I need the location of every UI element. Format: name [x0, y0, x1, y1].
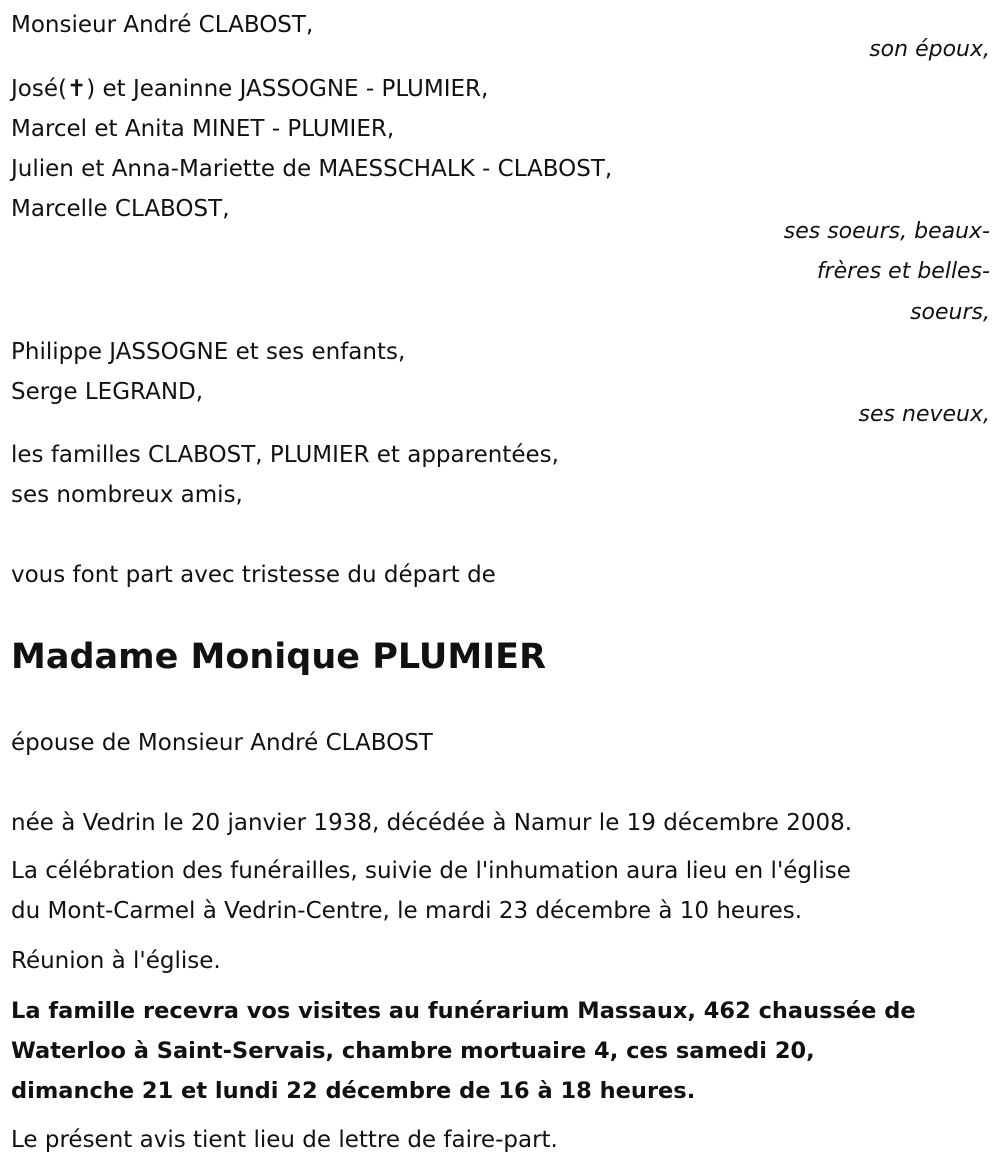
nephew-line: Serge LEGRAND,	[11, 379, 204, 405]
sibling-line: Julien et Anna-Mariette de MAESSCHALK - CLABOST,	[11, 156, 613, 182]
spouse-role: son époux,	[869, 37, 990, 62]
siblings-role-line: soeurs,	[910, 300, 990, 325]
visits-line: Waterloo à Saint-Servais, chambre mortuaire 4, ces samedi 20,	[11, 1038, 815, 1064]
closing: Le présent avis tient lieu de lettre de faire-part.	[11, 1127, 558, 1153]
birth-death: née à Vedrin le 20 janvier 1938, décédée à Namur le 19 décembre 2008.	[11, 810, 853, 836]
announcement: vous font part avec tristesse du départ de	[11, 562, 496, 588]
siblings-role-line: ses soeurs, beaux-	[783, 219, 990, 244]
sibling-line: Marcel et Anita MINET - PLUMIER,	[11, 116, 395, 142]
sibling-line: José(✝) et Jeaninne JASSOGNE - PLUMIER,	[11, 76, 489, 102]
meeting: Réunion à l'église.	[11, 948, 221, 974]
funeral-line: du Mont-Carmel à Vedrin-Centre, le mardi 23 décembre à 10 heures.	[11, 898, 803, 924]
visits-line: dimanche 21 et lundi 22 décembre de 16 à 18 heures.	[11, 1078, 696, 1104]
visits-line: La famille recevra vos visites au funérarium Massaux, 462 chaussée de	[11, 998, 916, 1024]
deceased-name: Madame Monique PLUMIER	[11, 637, 547, 677]
sibling-line: Marcelle CLABOST,	[11, 196, 230, 222]
funeral-line: La célébration des funérailles, suivie de l'inhumation aura lieu en l'église	[11, 858, 851, 884]
nephew-line: Philippe JASSOGNE et ses enfants,	[11, 339, 406, 365]
spouse-line: Monsieur André CLABOST,	[11, 12, 314, 38]
others-line: les familles CLABOST, PLUMIER et apparentées,	[11, 442, 559, 468]
spouse-of: épouse de Monsieur André CLABOST	[11, 730, 433, 756]
others-line: ses nombreux amis,	[11, 482, 243, 508]
nephews-role: ses neveux,	[858, 402, 990, 427]
siblings-role-line: frères et belles-	[816, 259, 990, 284]
